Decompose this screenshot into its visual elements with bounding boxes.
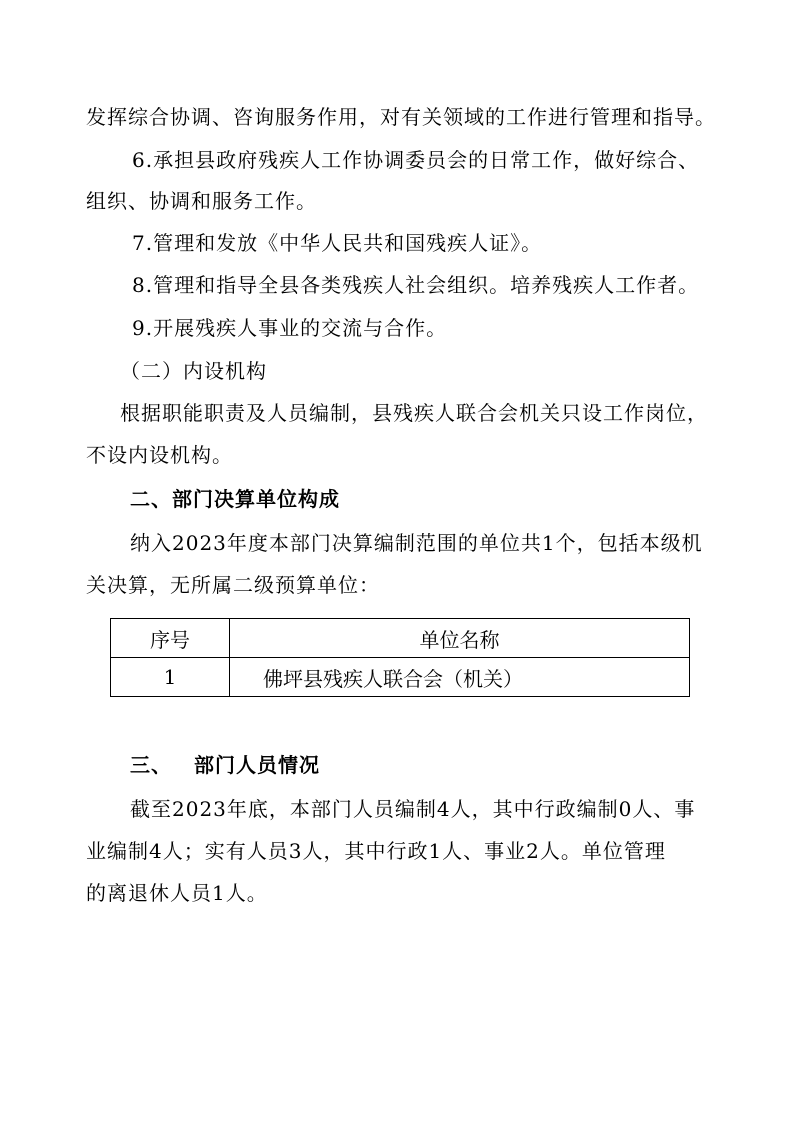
section-subheading: （二）内设机构	[120, 359, 267, 383]
body-text-line: 7.管理和发放《中华人民共和国残疾人证》。	[132, 231, 543, 255]
body-text-line: 9.开展残疾人事业的交流与合作。	[132, 316, 448, 340]
section-heading-number: 三、	[130, 753, 172, 777]
body-text-line: 的离退休人员1人。	[86, 881, 268, 905]
table-row	[111, 658, 690, 697]
body-text-line: 截至2023年底，本部门人员编制4人，其中行政编制0人、事	[130, 797, 696, 821]
body-text-line: 6.承担县政府残疾人工作协调委员会的日常工作，做好综合、	[132, 148, 700, 172]
body-text-line: 关决算，无所属二级预算单位：	[86, 573, 380, 597]
section-heading: 二、部门决算单位构成	[130, 487, 340, 511]
body-text-line: 业编制4人；实有人员3人，其中行政1人、事业2人。单位管理	[86, 839, 666, 863]
body-text-line: 组织、协调和服务工作。	[86, 189, 317, 213]
body-text-line: 不设内设机构。	[86, 443, 233, 467]
table-header-row	[111, 619, 690, 658]
table-header-cell: 单位名称	[230, 619, 690, 658]
units-table	[110, 618, 690, 697]
body-text-line: 8.管理和指导全县各类残疾人社会组织。培养残疾人工作者。	[132, 273, 700, 297]
table-cell-name: 佛坪县残疾人联合会（机关）	[230, 658, 690, 697]
table-header-cell: 序号	[111, 619, 230, 658]
body-text-line: 纳入2023年度本部门决算编制范围的单位共1个，包括本级机	[130, 531, 703, 555]
body-text-line: 发挥综合协调、咨询服务作用，对有关领域的工作进行管理和指导。	[86, 105, 716, 129]
section-heading	[130, 750, 320, 780]
body-text-line: 根据职能职责及人员编制，县残疾人联合会机关只设工作岗位，	[120, 401, 708, 425]
table-cell-no: 1	[111, 658, 230, 697]
section-heading-text: 部门人员情况	[194, 753, 320, 777]
